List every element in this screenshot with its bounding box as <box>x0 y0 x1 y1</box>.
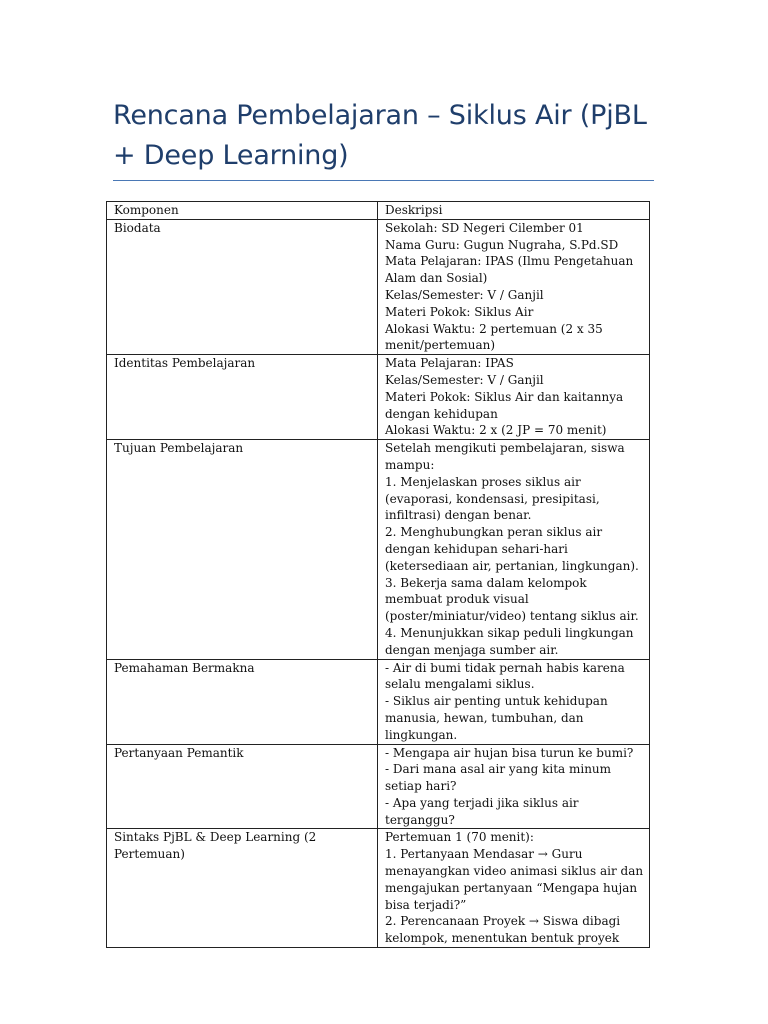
table-row-sintaks <box>107 829 650 948</box>
description-line: - Mengapa air hujan bisa turun ke bumi? <box>385 745 634 760</box>
description-line: Alokasi Waktu: 2 pertemuan (2 x 35 menit/pertemuan) <box>385 321 603 353</box>
description-line: - Air di bumi tidak pernah habis karena selalu mengalami siklus. <box>385 660 625 692</box>
description-line: Materi Pokok: Siklus Air dan kaitannya dengan kehidupan <box>385 389 624 421</box>
description-line: Mata Pelajaran: IPAS (Ilmu Pengetahuan Alam dan Sosial) <box>385 254 634 286</box>
component-cell: Tujuan Pembelajaran <box>107 440 378 659</box>
table-header-row <box>107 202 650 220</box>
description-cell <box>378 219 650 354</box>
description-line: Sekolah: SD Negeri Cilember 01 <box>385 220 584 235</box>
description-line: 4. Menunjukkan sikap peduli lingkungan dengan menjaga sumber air. <box>385 625 634 657</box>
table-row-pertanyaan <box>107 744 650 829</box>
description-cell <box>378 659 650 744</box>
description-line: Mata Pelajaran: IPAS <box>385 356 514 371</box>
description-line: Pertemuan 1 (70 menit): <box>385 830 534 845</box>
table-row-pemahaman <box>107 659 650 744</box>
page-title: Rencana Pembelajaran – Siklus Air (PjBL + Deep Learning) <box>113 100 647 171</box>
table-row-tujuan <box>107 440 650 659</box>
column-header-deskripsi: Deskripsi <box>378 202 650 220</box>
description-line: - Dari mana asal air yang kita minum setiap hari? <box>385 762 612 794</box>
component-cell: Sintaks PjBL & Deep Learning (2 Pertemuan) <box>107 829 378 948</box>
component-cell: Identitas Pembelajaran <box>107 355 378 440</box>
description-line: 1. Pertanyaan Mendasar → Guru menayangkan video animasi siklus air dan mengajukan pertanyaan “Mengapa hujan bisa terjadi?” <box>385 847 644 912</box>
column-header-komponen: Komponen <box>107 202 378 220</box>
description-line: - Siklus air penting untuk kehidupan manusia, hewan, tumbuhan, dan lingkungan. <box>385 694 608 742</box>
description-line: Kelas/Semester: V / Ganjil <box>385 372 544 387</box>
table-row-biodata <box>107 219 650 354</box>
description-line: 3. Bekerja sama dalam kelompok membuat produk visual (poster/miniatur/video) tentang siklus air. <box>385 575 639 624</box>
description-cell <box>378 355 650 440</box>
table-row-identitas <box>107 355 650 440</box>
component-cell: Pertanyaan Pemantik <box>107 744 378 829</box>
description-cell <box>378 440 650 659</box>
component-cell: Biodata <box>107 219 378 354</box>
description-line: 2. Menghubungkan peran siklus air dengan kehidupan sehari-hari (ketersediaan air, pertanian, lingkungan). <box>385 525 639 573</box>
description-line: Kelas/Semester: V / Ganjil <box>385 287 544 302</box>
title-divider <box>113 180 654 181</box>
lesson-plan-table <box>106 201 650 948</box>
description-line: 2. Perencanaan Proyek → Siswa dibagi kelompok, menentukan bentuk proyek <box>385 914 621 946</box>
description-line: Materi Pokok: Siklus Air <box>385 304 534 319</box>
description-line: - Apa yang terjadi jika siklus air terganggu? <box>385 795 579 827</box>
description-line: 1. Menjelaskan proses siklus air (evaporasi, kondensasi, presipitasi, infiltrasi) dengan benar. <box>385 474 600 523</box>
description-line: Alokasi Waktu: 2 x (2 JP = 70 menit) <box>385 423 607 438</box>
description-line: Setelah mengikuti pembelajaran, siswa mampu: <box>385 441 625 472</box>
component-cell: Pemahaman Bermakna <box>107 659 378 744</box>
description-line: Nama Guru: Gugun Nugraha, S.Pd.SD <box>385 237 619 252</box>
description-cell <box>378 829 650 948</box>
description-cell <box>378 744 650 829</box>
